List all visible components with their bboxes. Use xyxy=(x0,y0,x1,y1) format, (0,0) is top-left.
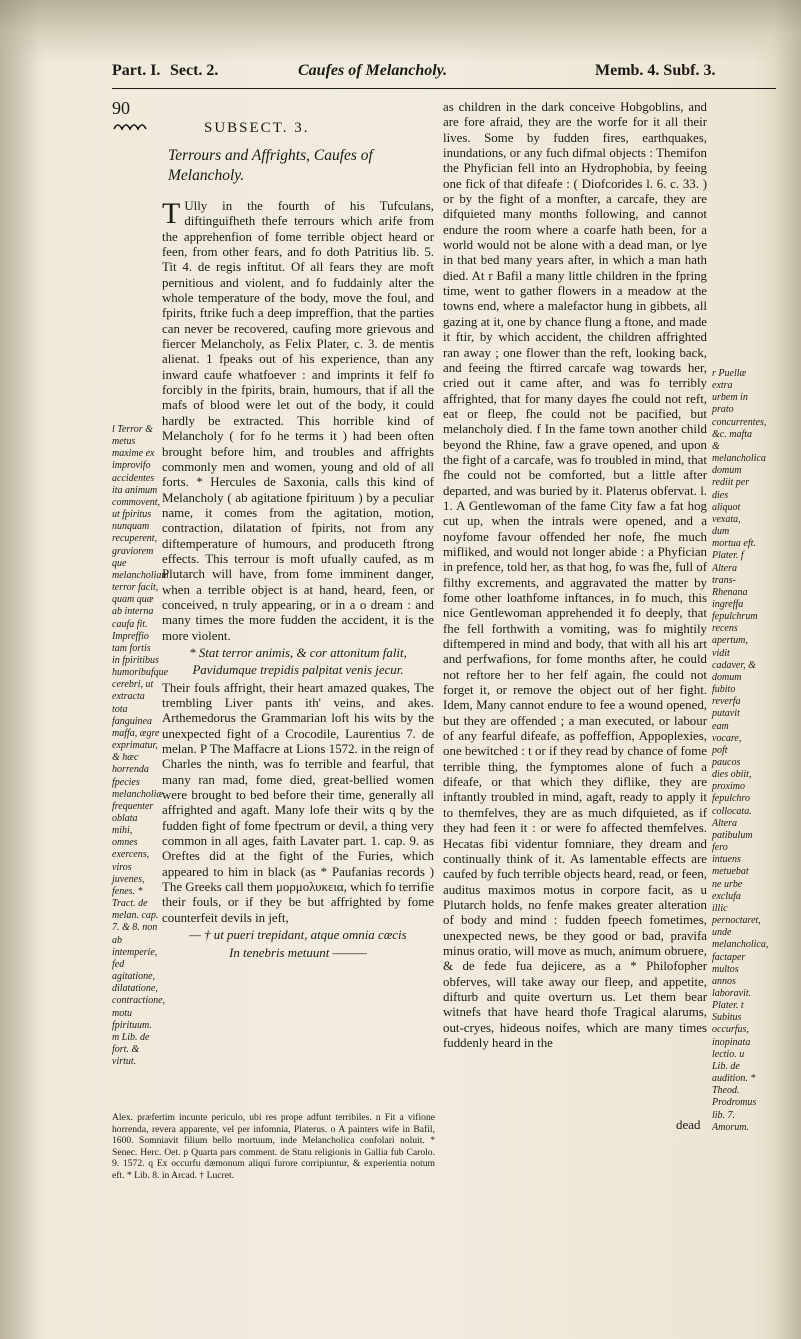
running-head-memb: Memb. 4. Subf. 3. xyxy=(595,62,716,79)
ornament-icon xyxy=(112,118,152,132)
page-top-edge xyxy=(0,0,801,62)
verse-line-1: * Stat terror animis, & cor attonitum falit, xyxy=(189,645,407,660)
verse-line-3: — † ut pueri trepidant, atque omnia cæcis xyxy=(189,928,407,943)
right-column xyxy=(443,100,707,1051)
page-number: 90 xyxy=(112,98,130,118)
subsect-heading: SUBSECT. 3. xyxy=(204,120,310,136)
running-head-title: Caufes of Melancholy. xyxy=(298,62,448,79)
paragraph-1-text: Ully in the fourth of his Tufculans, diftinguifheth thefe terrours which arife from the apprehenfion of fome terrible object heard or feen, from other fears, and fo doth Patritius lib. 5. Tit 4. de regis inftitut. Of all fears they are moft pernitious and violent, and fo fuddainly alter the whole temperature of the body, move the foul, and fpirits, ftrike fuch a deep impreffion, that the parties can never be recovered, caufing more grievous and fiercer Melancholy, as Felix Plater, c. 3. de mentis alienat. 1 fpeaks out of his experience, than any inward caufe whatfoever : and imprints it felf fo forcibly in the fpirits, brain, humours, that if all the mafs of blood were let out of the body, it could hardly be extracted. This horrible kind of Melancholy ( for fo he terms it ) had been often brought before him, and troubles and affrights commonly men and women, young and old of all forts. * Hercules de Saxonia, calls this kind of Melancholy ( ab agitatione fpirituum ) by a peculiar name, it comes from the agitation, motion, contraction, dilatation of fpirits, not from any diftemperature of humours, and produceth ftrong effects. This terrour is moft ufually caufed, as m Plutarch will have, from fome imminent danger, when a terrible object is at hand, heard, feen, or conceived, n truly appearing, or in a o dream : and many times the more fudden the accident, it is the more violent. xyxy=(162,199,434,643)
paragraph-2: Their fouls affright, their heart amazed quakes, The trembling Liver pants ith' veins, and akes. Arthemedorus the Grammarian loft his wits by the unexpected fight of a Crocodile, Laurentius 7. de melan. P The Maffacre at Lions 1572. in the reign of Charles the ninth, was fo terrible and fearful, that many ran mad, fome died, great-bellied women were brought to bed before their time, generally all affrighted and agaft. Many lofe their wits q by the fudden fight of fome fpectrum or devil, a thing very common in all ages, faith Lavater part. 1. cap. 9. as Oreftes did at the fight of the Furies, which appeared to him in black (as * Paufanias records ) The Greeks call them μορμολυκεια, which fo terrifie their fouls, or if they be but affrighted by fome counterfeit devils in jeft, xyxy=(162,680,434,925)
running-head xyxy=(112,62,772,88)
catchword: dead xyxy=(676,1117,701,1132)
header-rule xyxy=(112,88,776,89)
footnotes: Alex. præfertim incunte periculo, ubi res prope adfunt terribiles. n Fit a vifione horrenda, revera apparente, vel per infomnia, Platerus. o A painters wife in Bafil, 1600. Somniavit filium bello mortuum, inde Melancholica confolari noluit. * Senec. Herc. Oet. p Quarta pars comment. de Statu religionis in Gallia fub Carolo. 9. 1572. q Ex occurfu dæmonum aliqui furore corripiuntur, & experientia notum eft. * Lib. 8. in Arcad. † Lucret. xyxy=(112,1112,435,1181)
verse-line-4: In tenebris metuunt ——— xyxy=(229,945,367,960)
section-title: Terrours and Affrights, Caufes of Melancholy. xyxy=(168,147,373,184)
drop-cap: T xyxy=(162,197,181,230)
paragraph-1 xyxy=(162,199,434,644)
verse-line-2: Pavidumque trepidis palpitat venis jecur. xyxy=(192,663,404,678)
right-marginal-note: r Puellæ extra urbem in prato concurrentes, &c. mafta & melancholica domum rediit per dies aliquot vexata, dum mortua eft. Plater. f Altera trans-Rhenana ingreffa fepulchrum recens apertum, vidit cadaver, & domum fubito reverfa putavit eam vocare, poft paucos dies obiit, proximo fepulchro collocata. Altera patibulum fero intuens metuebat ne urbe exclufa illic pernoctaret, unde melancholica, factaper multos annos laboravit. Plater. t Subitus occurfus, inopinata lectio. u Lib. de audition. * Theod. Prodromus lib. 7. Amorum. xyxy=(712,368,769,1133)
right-paragraph: as children in the dark conceive Hobgoblins, and are fore afraid, they are the worfe for it all their lives. Some by fudden fires, earthquakes, inundations, or any fuch difmal objects : Themifon the Phyfician fell into an Hydrophobia, by feeing one fick of that difeafe : ( Diofcorides l. 6. c. 33. ) or by the fight of a monfter, a carcafe, they are difquieted many months following, and cannot endure the room where a coarfe hath been, for a world would not be alone with a dead man, or lye in that bed many years after, in which a man hath died. At r Bafil a many little children in the fpring time, went to gather flowers in a meadow at the towns end, where a malefactor hung in gibbets, all gazing at it, one by chance flung a ftone, and made it ftir, by which accident, the children affrighted ran away ; one flower than the reft, looking back, and feeing the ftirred carcafe wag towards her, cried out it came after, and was fo terribly affrighted, that for many dayes fhe could not reft, eat or fleep, fhe could not be pacified, but melancholy died. f In the fame town another child beyond the Rhine, faw a grave opened, and upon the fight of a carcafe, was fo troubled in mind, that fhe could not be comforted, but a little after departed, and was buried by it. Platerus obfervat. l. 1. A Gentlewoman of the fame City faw a fat hog cut up, when the intrals were opened, and a noyfome favour offended her nofe, fhe much mifliked, and would not longer abide : a Phyfician in prefence, told her, as that hog, fo was fhe, full of filthy excrements, and aggravated the matter by fome other loathfome inftances, in fo much, this nice Gentlewoman apprehended it fo deeply, that fhe fell forthwith a vomiting, was fo mightily diftempered in mind and body, that with all his art and perfwafions, for fome months after, he could not reftore her to her felf again, fhe could not forget it, or remove the object out of her fight. Idem, Many cannot endure to fee a wound opened, but they are offended ; a man executed, or labour of any fearful difeafe, as poffeffion, Appoplexies, one bewitched : t or if they read by chance of fome terrible thing, the fymptomes alone of fuch a difeafe, or that which they diflike, they are inftantly troubled in mind, agaft, ready to apply it to themfelves, they are as much difquieted, as if they had feen it : or were fo affected themfelves. Hecatas fibi videntur fomniare, they dream and continually think of it. As lamentable effects are caufed by fuch terrible objects heard, read, or feen, auditus maximos motus in corpore facit, as u Plutarch holds, no fenfe makes greater alteration of body and mind : fudden fpeech fometimes, unexpected news, be they good or bad, pravifa minus oratio, will move as much, animum obruere, & de fede fua dejicere, as a * Philofopher obferves, will take away our fleep, and appetite, difturb and quite overturn us. Let them bear witnefs that have heard thofe Tragical alarums, out-cryes, hideous noifes, which are many times fuddenly heard in the xyxy=(443,100,708,1050)
left-marginal-note: l Terror & metus maxime ex improvifo accidentes ita animum commovent, ut fpiritus nunquam recuperent, graviorem que melancholiam terror facit, quam quæ ab interna caufa fit. Impreffio tam fortis in fpiritibus humoribufque cerebri, ut extracta tota fanguinea maffa, ægre exprimatur, & hæc horrenda fpecies melancholiæ frequenter oblata mihi, omnes exercens, viros juvenes, fenes. * Tract. de melan. cap. 7. & 8. non ab intemperie, fed agitatione, dilatatione, contractione, motu fpirituum. m Lib. de fort. & virtut. xyxy=(112,424,169,1068)
running-head-sect: Sect. 2. xyxy=(170,62,219,79)
running-head-part: Part. I. xyxy=(112,62,161,79)
left-column xyxy=(162,199,434,963)
edge-shadow xyxy=(773,0,801,1339)
gutter-shadow xyxy=(0,0,40,1339)
